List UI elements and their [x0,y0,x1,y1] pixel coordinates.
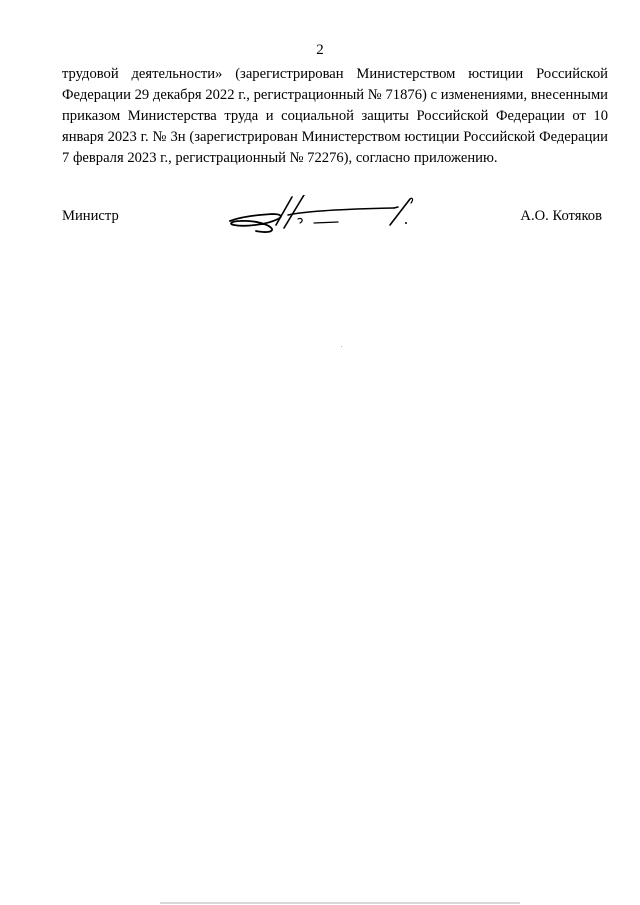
signer-title: Министр [62,208,119,224]
handwritten-signature-icon [226,195,416,241]
signer-name: А.О. Котяков [520,208,602,224]
signature-block [62,203,602,243]
body-paragraph: трудовой деятельности» (зарегистрирован Министерством юстиции Российской Федерации 29 декабря 2022 г., регистрационный № 71876) с изменениями, внесенными приказом Министерства труда и социальной защиты Российской Федерации от 10 января 2023 г. № 3н (зарегистрирован Министерством юстиции Российской Федерации 7 февраля 2023 г., регистрационный № 72276), согласно приложению. [62,66,608,166]
scan-artifact [341,346,342,347]
page-number: 2 [316,42,324,58]
scan-bottom-edge [160,902,520,904]
